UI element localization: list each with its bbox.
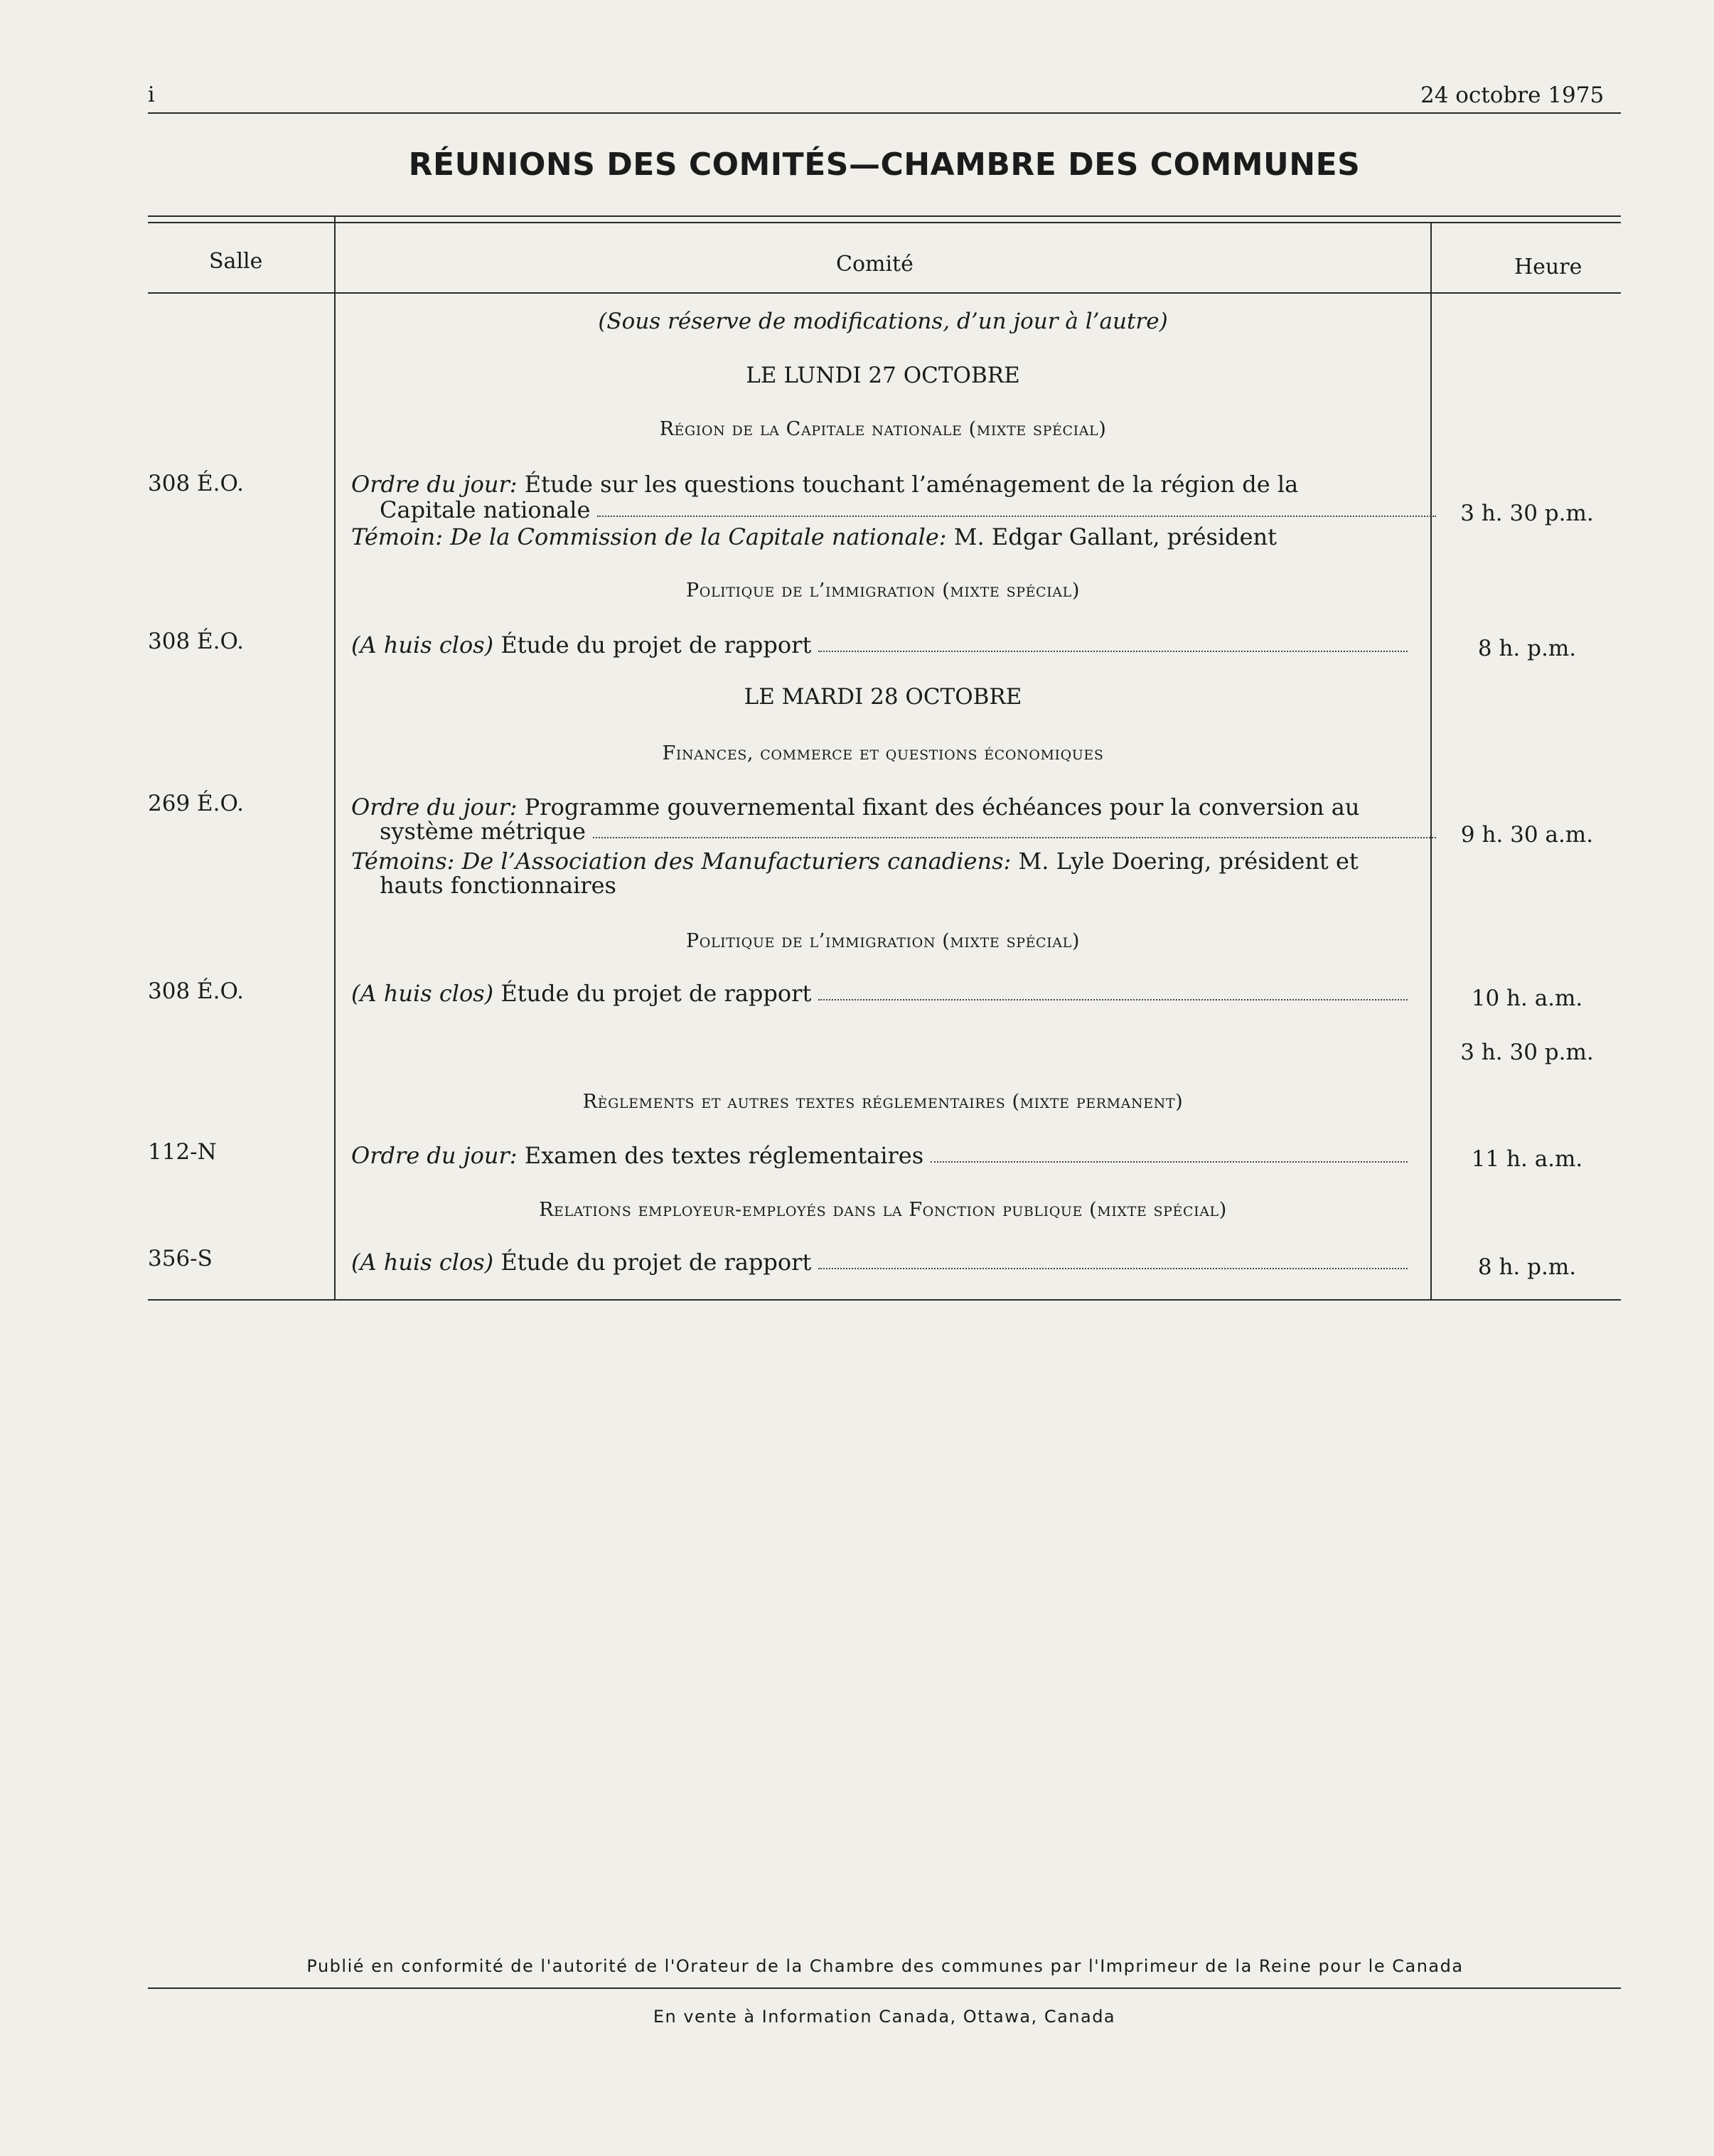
page-title: RÉUNIONS DES COMITÉS—CHAMBRE DES COMMUNES xyxy=(408,146,1361,183)
agenda-line xyxy=(351,980,1410,1007)
dot-leader xyxy=(818,998,1408,1000)
dot-leader xyxy=(818,650,1408,652)
section-heading: Règlements et autres textes réglementaires (mixte permanent) xyxy=(582,1091,1184,1113)
agenda-text: Examen des textes réglementaires xyxy=(517,1142,924,1169)
day-heading-monday: LE LUNDI 27 OCTOBRE xyxy=(746,363,1020,388)
schedule-note: (Sous réserve de modifications, d’un jour à l’autre) xyxy=(598,309,1168,334)
agenda-label: (A huis clos) xyxy=(351,980,494,1007)
agenda-label: (A huis clos) xyxy=(351,631,494,658)
column-header-comite: Comité xyxy=(836,252,914,277)
agenda-line xyxy=(351,631,1410,658)
room-number: 308 É.O. xyxy=(148,978,244,1004)
meeting-time: 9 h. 30 a.m. xyxy=(1460,822,1594,848)
header-rule xyxy=(148,112,1621,114)
room-number: 269 É.O. xyxy=(148,791,244,816)
witness-line xyxy=(351,848,1410,875)
agenda-label: (A huis clos) xyxy=(351,1249,494,1276)
agenda-text-continued: Capitale nationale xyxy=(380,496,591,523)
agenda-line xyxy=(351,1142,1410,1169)
section-heading: Relations employeur-employés dans la Fonction publique (mixte spécial) xyxy=(539,1199,1227,1221)
page-date: 24 octobre 1975 xyxy=(1420,82,1605,108)
meeting-time: 8 h. p.m. xyxy=(1477,636,1577,661)
meeting-time: 3 h. 30 p.m. xyxy=(1460,501,1594,526)
section-heading: Politique de l’immigration (mixte spécial) xyxy=(686,580,1080,602)
column-header-rule xyxy=(148,292,1621,294)
witness-line-continued: hauts fonctionnaires xyxy=(380,872,616,899)
agenda-line xyxy=(351,471,1410,498)
dot-leader xyxy=(597,515,1436,517)
agenda-text: Étude du projet de rapport xyxy=(493,980,812,1007)
table-top-rule-2 xyxy=(148,222,1621,223)
day-heading-tuesday: LE MARDI 28 OCTOBRE xyxy=(744,684,1022,710)
agenda-line xyxy=(351,1249,1410,1276)
page-marker: i xyxy=(148,82,155,107)
sales-notice: En vente à Information Canada, Ottawa, Canada xyxy=(653,2007,1116,2027)
column-divider-right xyxy=(1430,222,1432,1301)
column-header-salle: Salle xyxy=(209,249,263,274)
meeting-time: 10 h. a.m. xyxy=(1471,986,1583,1011)
agenda-text-continued: système métrique xyxy=(380,818,586,845)
footer-rule xyxy=(148,1987,1621,1989)
section-heading: Finances, commerce et questions économiques xyxy=(662,742,1104,764)
table-top-rule xyxy=(148,215,1621,217)
witness-label: Témoin: De la Commission de la Capitale nationale: xyxy=(351,523,947,550)
witness-text: M. Lyle Doering, président et xyxy=(1011,848,1359,875)
meeting-time-second: 3 h. 30 p.m. xyxy=(1460,1040,1594,1065)
agenda-text: Étude du projet de rapport xyxy=(493,1249,812,1276)
agenda-text: Étude du projet de rapport xyxy=(493,631,812,658)
witness-line xyxy=(351,523,1410,550)
table-bottom-rule xyxy=(148,1299,1621,1301)
column-header-heure: Heure xyxy=(1514,255,1582,279)
agenda-label: Ordre du jour: xyxy=(351,471,518,498)
section-heading: Région de la Capitale nationale (mixte spécial) xyxy=(659,418,1107,440)
agenda-line xyxy=(351,794,1410,821)
room-number: 356-S xyxy=(148,1246,213,1271)
room-number: 308 É.O. xyxy=(148,471,244,496)
witness-text: M. Edgar Gallant, président xyxy=(946,523,1277,550)
agenda-line-continued xyxy=(351,496,1439,523)
dot-leader xyxy=(593,836,1436,838)
agenda-text: Programme gouvernemental fixant des échéances pour la conversion au xyxy=(517,794,1360,821)
publisher-notice: Publié en conformité de l'autorité de l'Orateur de la Chambre des communes par l'Imprimeur de la Reine pour le Canada xyxy=(306,1956,1464,1976)
witness-label: Témoins: De l’Association des Manufacturiers canadiens: xyxy=(351,848,1012,875)
section-heading: Politique de l’immigration (mixte spécial) xyxy=(686,930,1080,952)
room-number: 308 É.O. xyxy=(148,629,244,654)
meeting-time: 8 h. p.m. xyxy=(1477,1254,1577,1280)
dot-leader xyxy=(931,1160,1408,1163)
agenda-line-continued xyxy=(351,818,1439,845)
meeting-time: 11 h. a.m. xyxy=(1471,1146,1583,1172)
room-number: 112-N xyxy=(148,1139,217,1165)
agenda-text: Étude sur les questions touchant l’aménagement de la région de la xyxy=(517,471,1299,498)
agenda-label: Ordre du jour: xyxy=(351,1142,518,1169)
agenda-label: Ordre du jour: xyxy=(351,794,518,821)
dot-leader xyxy=(818,1267,1408,1269)
